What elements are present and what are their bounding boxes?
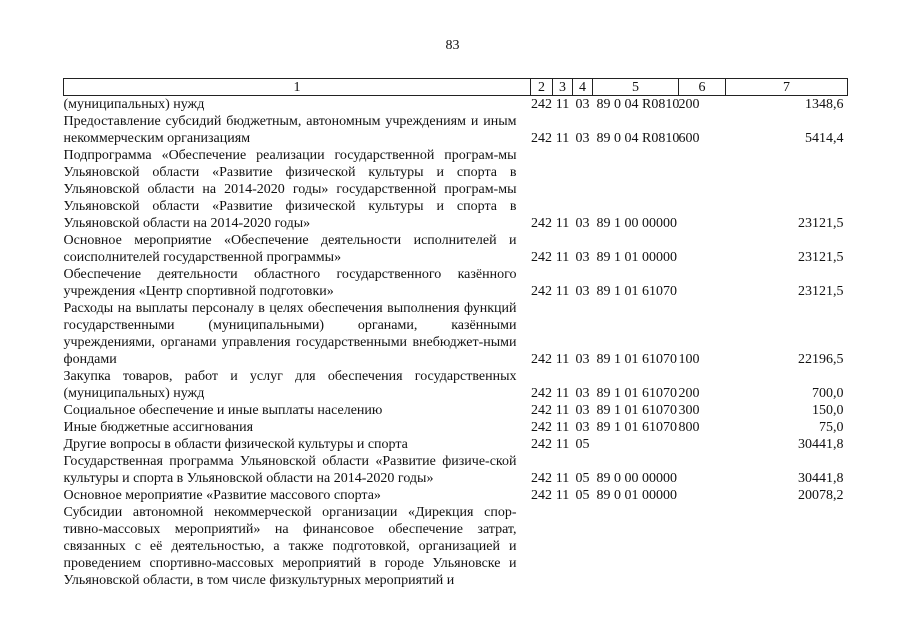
cell-col-5: 89 0 01 00000 [596, 488, 677, 503]
cell-col-5: 89 1 01 00000 [596, 250, 677, 265]
cell-col-2: 242 [531, 97, 552, 112]
table-header-row [64, 79, 848, 96]
cell-col-5: 89 1 01 61070 [596, 284, 677, 299]
item-name: Другие вопросы в области физической культуры и спорта [63, 437, 408, 452]
cell-col-3: 11 [555, 216, 570, 231]
item-name: Иные бюджетные ассигнования [63, 420, 254, 435]
table-body [64, 96, 848, 590]
cell-col-6: 200 [678, 97, 700, 112]
cell-col-5: 89 1 01 61070 [596, 420, 677, 435]
cell-amount: 30441,8 [798, 471, 844, 486]
table-row [64, 266, 848, 300]
budget-table [63, 78, 848, 589]
header-col-3: 3 [553, 79, 573, 96]
header-col-1: 1 [64, 79, 531, 96]
cell-col-4: 03 [575, 250, 590, 265]
cell-col-6: 600 [678, 131, 700, 146]
header-col-7: 7 [726, 79, 848, 96]
cell-col-2 [531, 504, 553, 589]
table-row [64, 113, 848, 147]
cell-col-5: 89 0 04 R0810 [596, 97, 680, 112]
table-row [64, 96, 848, 114]
cell-col-4: 03 [575, 216, 590, 231]
cell-col-5: 89 1 01 61070 [596, 386, 677, 401]
cell-col-6 [679, 147, 726, 232]
cell-amount: 75,0 [819, 420, 844, 435]
header-col-5: 5 [593, 79, 679, 96]
cell-col-6: 100 [678, 352, 700, 367]
cell-col-2: 242 [531, 250, 552, 265]
cell-col-4: 03 [575, 403, 590, 418]
cell-col-4 [573, 504, 593, 589]
item-name: Основное мероприятие «Развитие массового спорта» [63, 488, 381, 503]
cell-col-3: 11 [555, 471, 570, 486]
cell-col-3: 11 [555, 420, 570, 435]
cell-col-6 [679, 453, 726, 487]
cell-col-3 [553, 504, 573, 589]
cell-col-4: 03 [575, 420, 590, 435]
table-row [64, 504, 848, 589]
cell-col-2: 242 [531, 488, 552, 503]
item-name: Предоставление субсидий бюджетным, автономным учреждениям и иным некоммерческим организациям [63, 114, 517, 146]
cell-col-4: 05 [575, 488, 590, 503]
cell-col-5 [593, 436, 679, 453]
cell-col-3: 11 [555, 403, 570, 418]
header-col-2: 2 [531, 79, 553, 96]
cell-amount: 1348,6 [805, 97, 844, 112]
cell-col-3: 11 [555, 284, 570, 299]
item-name: Расходы на выплаты персоналу в целях обеспечения выполнения функций государственными (муниципальными) органами, казёнными учреждениями, органами управления государственными внебюджет-ными фондами [63, 301, 517, 367]
cell-amount [726, 504, 848, 589]
table-row [64, 147, 848, 232]
item-name: Государственная программа Ульяновской области «Развитие физиче-ской культуры и спорта в Ульяновской области на 2014-2020 годы» [63, 454, 517, 486]
item-name: Обеспечение деятельности областного государственного казённого учреждения «Центр спортивной подготовки» [63, 267, 517, 299]
cell-col-4: 05 [575, 471, 590, 486]
table-row [64, 436, 848, 453]
cell-amount: 20078,2 [798, 488, 844, 503]
cell-col-6: 300 [678, 403, 700, 418]
header-col-6: 6 [679, 79, 726, 96]
cell-amount: 22196,5 [798, 352, 844, 367]
item-name: Подпрограмма «Обеспечение реализации государственной програм-мы Ульяновской области «Развитие физической культуры и спорта в Ульяновской области на 2014-2020 годы» государственной програм-мы Ульяновской области «Развитие физической культуры и спорта в Ульяновской области на 2014-2020 годы» [63, 148, 517, 231]
cell-col-4: 03 [575, 386, 590, 401]
cell-col-5: 89 1 00 00000 [596, 216, 677, 231]
cell-col-5 [593, 504, 679, 589]
cell-col-5: 89 1 01 61070 [596, 352, 677, 367]
table-row [64, 232, 848, 266]
cell-col-3: 11 [555, 97, 570, 112]
table-row [64, 300, 848, 368]
cell-amount: 23121,5 [798, 284, 844, 299]
cell-col-3: 11 [555, 488, 570, 503]
cell-col-6 [679, 266, 726, 300]
cell-col-3: 11 [555, 437, 570, 452]
cell-col-5: 89 1 01 61070 [596, 403, 677, 418]
cell-col-2: 242 [531, 471, 552, 486]
cell-col-6: 800 [678, 420, 700, 435]
cell-amount: 700,0 [812, 386, 844, 401]
cell-col-4: 03 [575, 97, 590, 112]
cell-amount: 150,0 [812, 403, 844, 418]
table-row [64, 453, 848, 487]
page-number: 83 [445, 38, 460, 53]
item-name: Основное мероприятие «Обеспечение деятельности исполнителей и соисполнителей государственной программы» [63, 233, 517, 265]
cell-col-2: 242 [531, 216, 552, 231]
cell-col-6 [679, 504, 726, 589]
cell-amount: 5414,4 [805, 131, 844, 146]
cell-amount: 23121,5 [798, 250, 844, 265]
table-row [64, 487, 848, 504]
cell-amount: 23121,5 [798, 216, 844, 231]
item-name: Социальное обеспечение и иные выплаты населению [63, 403, 383, 418]
item-name: Закупка товаров, работ и услуг для обеспечения государственных (муниципальных) нужд [63, 369, 517, 401]
cell-col-2: 242 [531, 386, 552, 401]
cell-col-6 [679, 232, 726, 266]
header-col-4: 4 [573, 79, 593, 96]
item-name: (муниципальных) нужд [63, 97, 205, 112]
cell-col-2: 242 [531, 437, 552, 452]
cell-col-3: 11 [555, 352, 570, 367]
cell-col-2: 242 [531, 420, 552, 435]
cell-col-4: 03 [575, 352, 590, 367]
cell-col-4: 03 [575, 131, 590, 146]
cell-col-4: 05 [575, 437, 590, 452]
cell-col-6: 200 [678, 386, 700, 401]
cell-col-2: 242 [531, 284, 552, 299]
cell-col-2: 242 [531, 352, 552, 367]
cell-col-2: 242 [531, 403, 552, 418]
table-row [64, 419, 848, 436]
table-row [64, 368, 848, 402]
cell-col-6 [679, 436, 726, 453]
cell-col-5: 89 0 04 R0810 [596, 131, 680, 146]
cell-col-6 [679, 487, 726, 504]
item-name: Субсидии автономной некоммерческой организации «Дирекция спор-тивно-массовых мероприятий» на финансовое обеспечение затрат, связанных с её деятельностью, а также подготовкой, организацией и проведением спортивно-массовых мероприятий в городе Ульяновске и Ульяновской области, в том числе физкультурных мероприятий и [63, 505, 517, 588]
cell-col-3: 11 [555, 386, 570, 401]
table-row [64, 402, 848, 419]
cell-col-2: 242 [531, 131, 552, 146]
cell-col-5: 89 0 00 00000 [596, 471, 677, 486]
cell-col-3: 11 [555, 131, 570, 146]
cell-col-3: 11 [555, 250, 570, 265]
cell-col-4: 03 [575, 284, 590, 299]
cell-amount: 30441,8 [798, 437, 844, 452]
